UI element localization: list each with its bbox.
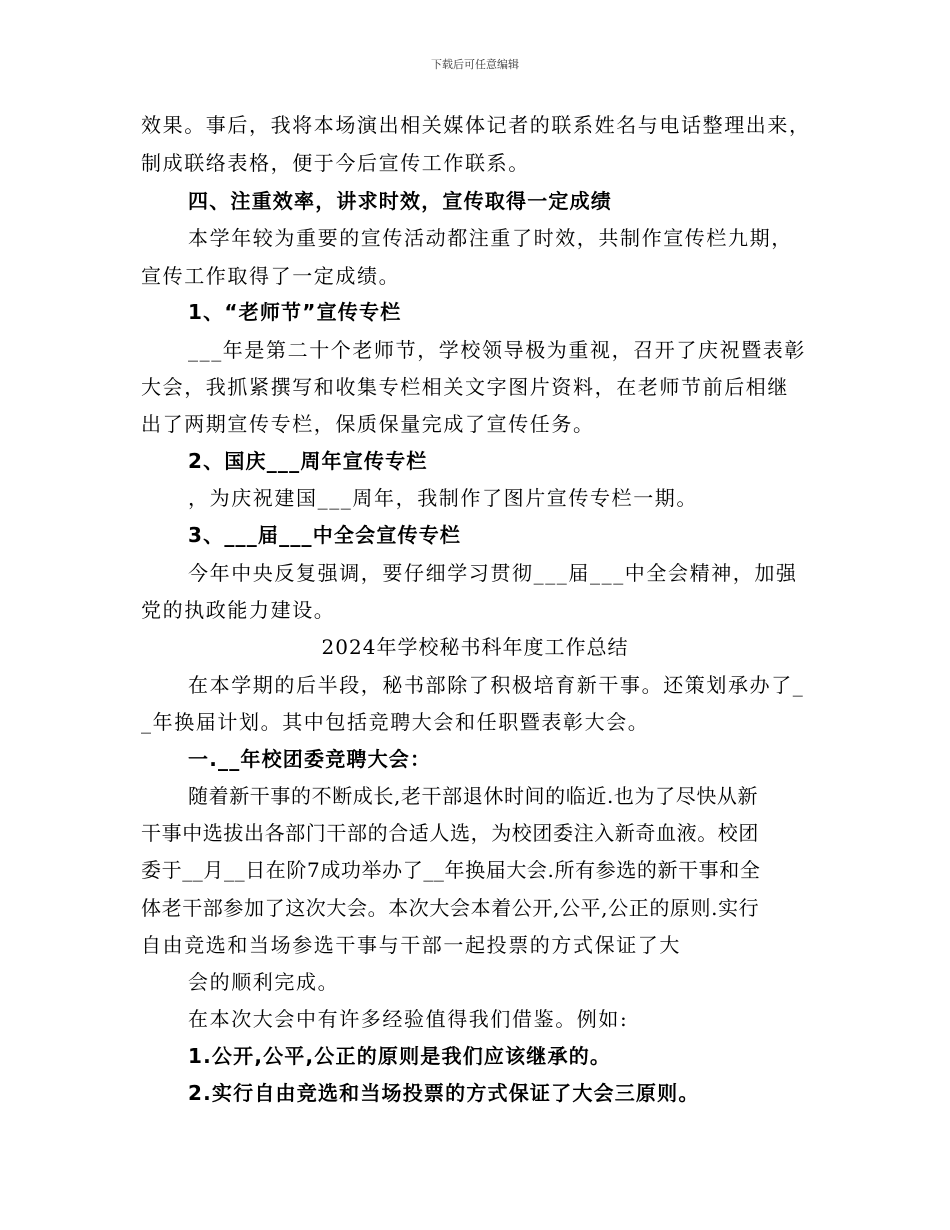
subsection-heading: 1、“老师节”宣传专栏 (188, 300, 402, 324)
body-line: 宣传工作取得了一定成绩。 (141, 264, 401, 288)
body-line: 自由竞选和当场参选干事与干部一起投票的方式保证了大 (141, 933, 681, 957)
header-note: 下载后可任意编辑 (431, 58, 519, 71)
body-line: _年换届计划。其中包括竞聘大会和任职暨表彰大会。 (141, 710, 650, 734)
body-line: 在本学期的后半段，秘书部除了积极培育新干事。还策划承办了_ (188, 673, 805, 697)
body-line: 委于__月__日在阶7成功举办了__年换届大会.所有参选的新干事和全 (141, 858, 761, 882)
body-line: 制成联络表格，便于今后宣传工作联系。 (141, 151, 530, 175)
list-item: 2.实行自由竞选和当场投票的方式保证了大会三原则。 (188, 1081, 700, 1105)
body-line: 体老干部参加了这次大会。本次大会本着公开,公平,公正的原则.实行 (141, 896, 760, 920)
body-line: 本学年较为重要的宣传活动都注重了时效，共制作宣传栏九期， (188, 226, 793, 250)
body-line: 党的执政能力建设。 (141, 598, 336, 622)
body-line: 会的顺利完成。 (188, 970, 340, 994)
document-title: 2024年学校秘书科年度工作总结 (321, 635, 629, 659)
body-line: 随着新干事的不断成长,老干部退休时间的临近.也为了尽快从新 (188, 784, 759, 808)
subsection-heading: 2、国庆___周年宣传专栏 (188, 449, 428, 473)
body-line: ，为庆祝建国___周年，我制作了图片宣传专栏一期。 (188, 486, 698, 510)
body-line: 效果。事后，我将本场演出相关媒体记者的联系姓名与电话整理出来， (141, 113, 811, 137)
section-heading: 四、注重效率，讲求时效，宣传取得一定成绩 (188, 189, 612, 213)
list-item: 1.公开,公平,公正的原则是我们应该继承的。 (188, 1044, 612, 1068)
section-heading: 一.__年校团委竞聘大会： (188, 747, 432, 771)
body-line: 出了两期宣传专栏，保质保量完成了宣传任务。 (141, 412, 595, 436)
subsection-heading: 3、___届___中全会宣传专栏 (188, 523, 462, 547)
body-line: ___年是第二十个老师节，学校领导极为重视，召开了庆祝暨表彰 (188, 338, 806, 362)
body-line: 大会，我抓紧撰写和收集专栏相关文字图片资料，在老师节前后相继 (141, 375, 789, 399)
body-line: 干事中选拔出各部门干部的合适人选，为校团委注入新奇血液。校团 (141, 821, 759, 845)
body-line: 今年中央反复强调，要仔细学习贯彻___届___中全会精神，加强 (188, 561, 798, 585)
body-line: 在本次大会中有许多经验值得我们借鉴。例如: (188, 1007, 629, 1031)
